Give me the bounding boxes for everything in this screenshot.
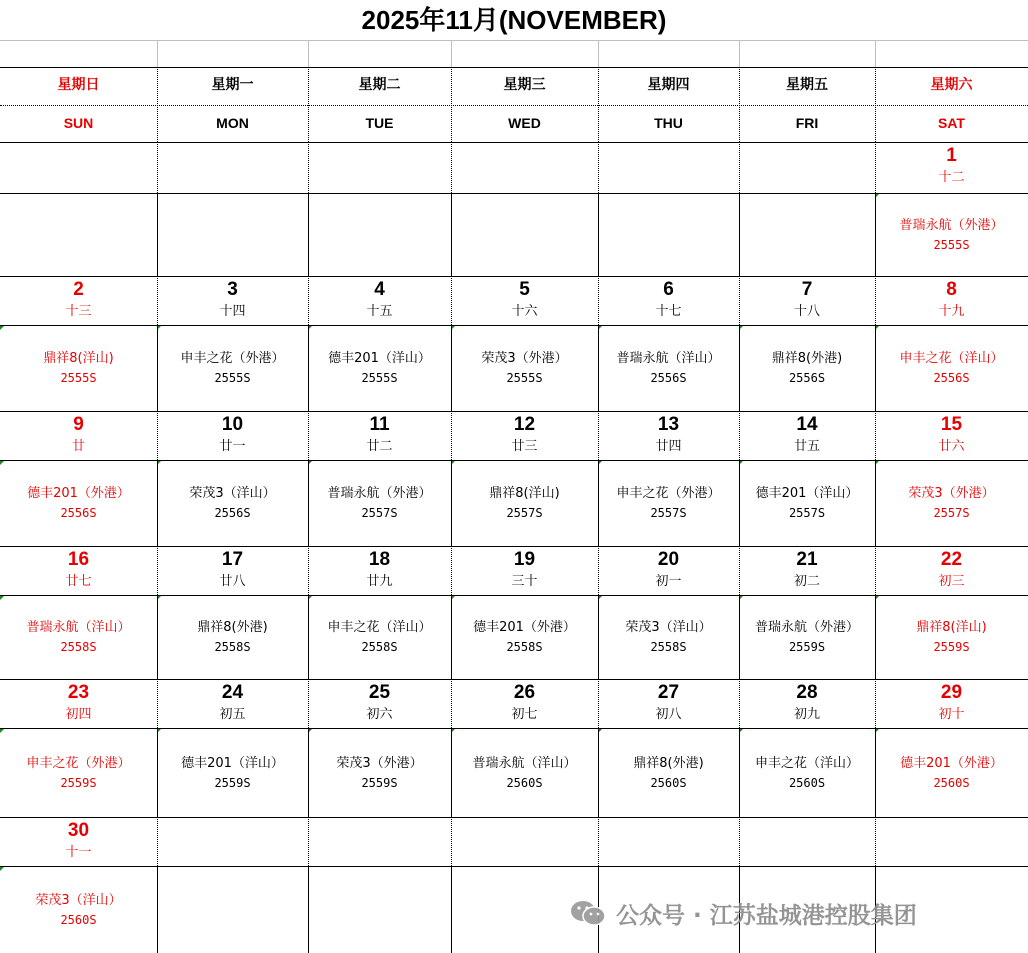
column-line <box>451 728 452 817</box>
day-number: 7 <box>801 279 813 300</box>
column-line <box>308 728 309 817</box>
ship-name: 荣茂3（外港） <box>908 486 995 501</box>
watermark <box>570 896 917 930</box>
column-line <box>598 460 599 546</box>
lunar-date: 廿一 <box>219 439 246 454</box>
schedule-cell <box>308 595 451 679</box>
schedule-cell <box>451 460 598 546</box>
schedule-cell <box>739 460 875 546</box>
day-cell <box>739 546 875 595</box>
voyage-number: 2557S <box>788 506 826 520</box>
ship-name: 荣茂3（洋山） <box>189 486 276 501</box>
day-cell <box>0 546 157 595</box>
voyage-number: 2560S <box>933 776 970 790</box>
day-cell <box>157 546 308 595</box>
column-line <box>308 679 309 728</box>
weekday-cn-header: 星期一 <box>211 77 254 93</box>
voyage-number: 2560S <box>788 776 826 790</box>
voyage-number: 2559S <box>933 640 970 654</box>
ship-name: 鼎祥8(外港) <box>771 351 843 366</box>
column-line <box>598 546 599 595</box>
ship-name: 德丰201（外港） <box>473 620 576 635</box>
lunar-date: 十七 <box>655 304 682 319</box>
schedule-cell <box>157 595 308 679</box>
ship-name: 德丰201（洋山） <box>328 351 431 366</box>
lunar-date: 廿四 <box>655 439 682 454</box>
column-line <box>308 40 309 67</box>
column-line <box>739 67 740 142</box>
column-line <box>157 817 158 866</box>
column-line <box>308 276 309 325</box>
day-cell <box>875 546 1028 595</box>
schedule-cell <box>739 728 875 817</box>
day-cell <box>598 276 739 325</box>
column-line <box>598 67 599 142</box>
day-number: 2 <box>73 279 84 300</box>
schedule-cell <box>739 595 875 679</box>
voyage-number: 2560S <box>60 913 97 927</box>
lunar-date: 十六 <box>511 304 538 319</box>
row-line <box>0 105 1028 106</box>
lunar-date: 十五 <box>366 304 393 319</box>
day-cell <box>598 546 739 595</box>
column-line <box>875 411 876 460</box>
column-line <box>875 67 876 142</box>
column-line <box>739 679 740 728</box>
day-number: 18 <box>368 549 391 570</box>
schedule-cell <box>157 325 308 411</box>
day-number: 28 <box>796 682 818 703</box>
day-number: 15 <box>940 414 963 435</box>
column-line <box>598 679 599 728</box>
column-line <box>451 595 452 679</box>
column-line <box>739 142 740 193</box>
column-line <box>598 193 599 276</box>
column-line <box>875 325 876 411</box>
column-line <box>739 595 740 679</box>
row-line <box>0 460 1028 461</box>
weekday-en-header: MON <box>216 115 249 131</box>
voyage-number: 2559S <box>361 776 398 790</box>
column-line <box>157 728 158 817</box>
day-cell <box>308 411 451 460</box>
column-line <box>157 40 158 67</box>
day-number: 12 <box>513 414 536 435</box>
weekday-cn-header: 星期五 <box>786 77 828 93</box>
day-number: 23 <box>67 682 90 703</box>
lunar-date: 初八 <box>655 707 682 722</box>
column-line <box>739 193 740 276</box>
lunar-date: 初四 <box>65 707 92 722</box>
lunar-date: 初六 <box>366 707 393 722</box>
column-line <box>308 325 309 411</box>
lunar-date: 初七 <box>511 707 538 722</box>
column-line <box>875 817 876 866</box>
day-number: 3 <box>227 279 238 300</box>
ship-name: 普瑞永航（洋山） <box>472 756 577 771</box>
row-line <box>0 40 1028 41</box>
column-line <box>157 67 158 142</box>
day-cell <box>875 276 1028 325</box>
day-cell <box>0 679 157 728</box>
lunar-date: 廿六 <box>938 439 965 454</box>
column-line <box>739 40 740 67</box>
weekday-en-header: SAT <box>938 115 965 131</box>
column-line <box>739 411 740 460</box>
day-cell <box>157 411 308 460</box>
voyage-number: 2558S <box>506 640 543 654</box>
lunar-date: 十八 <box>793 304 820 319</box>
column-line <box>157 460 158 546</box>
voyage-number: 2557S <box>361 506 398 520</box>
weekday-en-header: FRI <box>795 115 819 131</box>
ship-name: 荣茂3（外港） <box>481 351 568 366</box>
column-line <box>451 142 452 193</box>
voyage-number: 2556S <box>60 506 97 520</box>
lunar-date: 十一 <box>65 845 92 860</box>
lunar-date: 初九 <box>793 707 820 722</box>
voyage-number: 2556S <box>933 371 970 385</box>
column-line <box>157 595 158 679</box>
voyage-number: 2556S <box>214 506 251 520</box>
lunar-date: 廿二 <box>366 439 393 454</box>
day-number: 24 <box>221 682 244 703</box>
voyage-number: 2555S <box>361 371 398 385</box>
weekday-en-header: WED <box>508 115 541 131</box>
day-number: 4 <box>374 279 385 300</box>
voyage-number: 2555S <box>214 371 251 385</box>
day-number: 11 <box>369 414 390 435</box>
day-cell <box>875 411 1028 460</box>
ship-name: 申丰之花（洋山） <box>754 756 859 771</box>
watermark-text: 公众号 · 江苏盐城港控股集团 <box>616 902 917 929</box>
day-number: 21 <box>796 549 818 570</box>
schedule-cell <box>308 460 451 546</box>
column-line <box>451 193 452 276</box>
column-line <box>875 679 876 728</box>
day-cell <box>0 411 157 460</box>
calendar-title: 2025年11月(NOVEMBER) <box>361 5 667 35</box>
row-line <box>0 67 1028 68</box>
row-line <box>0 142 1028 143</box>
column-line <box>875 193 876 276</box>
lunar-date: 初十 <box>938 707 965 722</box>
schedule-cell <box>739 325 875 411</box>
row-line <box>0 546 1028 547</box>
schedule-cell <box>0 866 157 953</box>
column-line <box>598 325 599 411</box>
ship-name: 申丰之花（外港） <box>180 351 285 366</box>
day-cell <box>598 679 739 728</box>
weekday-cn-header: 星期三 <box>503 77 546 93</box>
voyage-number: 2558S <box>214 640 251 654</box>
column-line <box>598 728 599 817</box>
day-cell <box>0 817 157 866</box>
ship-name: 普瑞永航（洋山） <box>616 351 721 366</box>
schedule-cell <box>875 325 1028 411</box>
lunar-date: 廿 <box>71 439 85 454</box>
column-line <box>875 40 876 67</box>
schedule-cell <box>0 460 157 546</box>
day-cell <box>451 546 598 595</box>
lunar-date: 廿五 <box>793 439 820 454</box>
column-line <box>308 193 309 276</box>
column-line <box>739 276 740 325</box>
ship-name: 鼎祥8(洋山) <box>43 351 114 366</box>
lunar-date: 十三 <box>65 304 92 319</box>
lunar-date: 初一 <box>655 574 682 589</box>
lunar-date: 廿七 <box>65 574 92 589</box>
row-line <box>0 817 1028 818</box>
day-cell <box>875 679 1028 728</box>
schedule-cell <box>875 193 1028 276</box>
row-line <box>0 276 1028 277</box>
column-line <box>875 276 876 325</box>
column-line <box>451 460 452 546</box>
day-cell <box>0 276 157 325</box>
voyage-number: 2558S <box>650 640 687 654</box>
column-line <box>451 411 452 460</box>
ship-name: 荣茂3（洋山） <box>35 893 122 908</box>
column-line <box>739 546 740 595</box>
day-number: 6 <box>663 279 674 300</box>
schedule-cell <box>0 728 157 817</box>
schedule-cell <box>308 325 451 411</box>
schedule-cell <box>157 460 308 546</box>
day-number: 10 <box>221 414 244 435</box>
column-line <box>598 276 599 325</box>
column-line <box>451 67 452 142</box>
column-line <box>875 546 876 595</box>
schedule-cell <box>875 728 1028 817</box>
column-line <box>739 728 740 817</box>
lunar-date: 初二 <box>793 574 820 589</box>
day-number: 17 <box>221 549 244 570</box>
row-line <box>0 728 1028 729</box>
column-line <box>308 67 309 142</box>
column-line <box>157 142 158 193</box>
lunar-date: 三十 <box>511 574 538 589</box>
row-line <box>0 866 1028 867</box>
weekday-en-header: THU <box>654 115 683 131</box>
day-number: 16 <box>67 549 90 570</box>
column-line <box>598 142 599 193</box>
schedule-cell <box>875 595 1028 679</box>
ship-name: 普瑞永航（洋山） <box>26 620 131 635</box>
column-line <box>451 546 452 595</box>
column-line <box>157 866 158 953</box>
column-line <box>157 193 158 276</box>
voyage-number: 2557S <box>933 506 970 520</box>
column-line <box>739 817 740 866</box>
column-line <box>451 325 452 411</box>
voyage-number: 2555S <box>933 238 970 252</box>
column-line <box>739 325 740 411</box>
lunar-date: 十九 <box>938 304 965 319</box>
weekday-cn-header: 星期日 <box>57 77 100 93</box>
ship-name: 普瑞永航（外港） <box>327 486 432 501</box>
column-line <box>875 142 876 193</box>
voyage-number: 2560S <box>650 776 687 790</box>
schedule-cell <box>598 595 739 679</box>
day-cell <box>308 679 451 728</box>
ship-name: 申丰之花（外港） <box>26 756 131 771</box>
wechat-icon <box>570 899 606 927</box>
weekday-en-header: TUE <box>365 115 394 131</box>
column-line <box>157 276 158 325</box>
column-line <box>451 866 452 953</box>
column-line <box>875 460 876 546</box>
column-line <box>739 460 740 546</box>
day-number: 9 <box>73 414 84 435</box>
lunar-date: 廿九 <box>366 574 393 589</box>
day-number: 26 <box>513 682 536 703</box>
column-line <box>308 817 309 866</box>
ship-name: 德丰201（洋山） <box>181 756 284 771</box>
ship-name: 鼎祥8(洋山) <box>489 486 560 501</box>
lunar-date: 十四 <box>219 304 246 319</box>
schedule-cell <box>157 728 308 817</box>
voyage-number: 2559S <box>60 776 97 790</box>
schedule-cell <box>451 325 598 411</box>
lunar-date: 十二 <box>938 170 965 185</box>
row-line <box>0 679 1028 680</box>
ship-name: 鼎祥8(洋山) <box>916 620 987 635</box>
day-cell <box>308 276 451 325</box>
ship-name: 德丰201（外港） <box>27 486 130 501</box>
column-line <box>451 817 452 866</box>
day-number: 29 <box>940 682 963 703</box>
ship-name: 普瑞永航（外港） <box>754 620 859 635</box>
column-line <box>598 595 599 679</box>
day-number: 14 <box>796 414 818 435</box>
column-line <box>157 679 158 728</box>
voyage-number: 2560S <box>506 776 543 790</box>
column-line <box>157 325 158 411</box>
ship-name: 鼎祥8(外港) <box>197 620 268 635</box>
column-line <box>157 546 158 595</box>
voyage-number: 2557S <box>650 506 687 520</box>
column-line <box>451 40 452 67</box>
day-cell <box>451 276 598 325</box>
column-line <box>308 866 309 953</box>
ship-name: 德丰201（洋山） <box>755 486 859 501</box>
day-cell <box>875 142 1028 193</box>
voyage-number: 2556S <box>788 371 826 385</box>
day-cell <box>157 276 308 325</box>
ship-name: 荣茂3（外港） <box>336 756 423 771</box>
lunar-date: 初三 <box>938 574 965 589</box>
weekday-cn-header: 星期六 <box>930 77 973 93</box>
row-line <box>0 411 1028 412</box>
weekday-cn-header: 星期二 <box>358 77 401 93</box>
lunar-date: 廿三 <box>511 439 538 454</box>
day-number: 19 <box>513 549 536 570</box>
column-line <box>598 411 599 460</box>
ship-name: 德丰201（外港） <box>900 756 1003 771</box>
schedule-cell <box>598 325 739 411</box>
day-number: 1 <box>946 145 957 166</box>
row-line <box>0 325 1028 326</box>
column-line <box>451 276 452 325</box>
weekday-cn-header: 星期四 <box>647 77 690 93</box>
day-number: 8 <box>946 279 957 300</box>
schedule-cell <box>451 595 598 679</box>
column-line <box>308 460 309 546</box>
schedule-cell <box>875 460 1028 546</box>
day-cell <box>451 679 598 728</box>
column-line <box>308 142 309 193</box>
column-line <box>598 40 599 67</box>
column-line <box>157 411 158 460</box>
column-line <box>308 546 309 595</box>
weekday-en-header: SUN <box>63 115 94 131</box>
voyage-number: 2559S <box>788 640 826 654</box>
day-number: 13 <box>657 414 680 435</box>
day-cell <box>308 546 451 595</box>
lunar-date: 廿八 <box>219 574 246 589</box>
voyage-number: 2555S <box>506 371 543 385</box>
voyage-number: 2558S <box>361 640 398 654</box>
day-number: 25 <box>368 682 391 703</box>
ship-name: 申丰之花（洋山） <box>327 620 432 635</box>
voyage-number: 2557S <box>506 506 543 520</box>
schedule-cell <box>598 460 739 546</box>
day-cell <box>739 411 875 460</box>
schedule-cell <box>308 728 451 817</box>
day-cell <box>739 276 875 325</box>
voyage-number: 2555S <box>60 371 97 385</box>
day-number: 30 <box>67 820 90 841</box>
row-line <box>0 595 1028 596</box>
voyage-number: 2558S <box>60 640 97 654</box>
schedule-cell <box>451 728 598 817</box>
ship-name: 申丰之花（外港） <box>616 486 721 501</box>
day-cell <box>598 411 739 460</box>
column-line <box>598 817 599 866</box>
day-number: 5 <box>519 279 530 300</box>
ship-name: 鼎祥8(外港) <box>633 756 704 771</box>
column-line <box>875 728 876 817</box>
ship-name: 荣茂3（洋山） <box>625 620 712 635</box>
voyage-number: 2559S <box>214 776 251 790</box>
day-number: 27 <box>657 682 680 703</box>
column-line <box>451 679 452 728</box>
schedule-cell <box>598 728 739 817</box>
ship-name: 普瑞永航（外港） <box>899 218 1004 233</box>
voyage-number: 2556S <box>650 371 687 385</box>
day-cell <box>739 679 875 728</box>
day-number: 20 <box>657 549 680 570</box>
lunar-date: 初五 <box>219 707 246 722</box>
day-cell <box>157 679 308 728</box>
day-cell <box>451 411 598 460</box>
schedule-cell <box>0 325 157 411</box>
column-line <box>308 595 309 679</box>
schedule-cell <box>0 595 157 679</box>
column-line <box>308 411 309 460</box>
ship-name: 申丰之花（洋山） <box>899 351 1004 366</box>
row-line <box>0 193 1028 194</box>
column-line <box>875 595 876 679</box>
day-number: 22 <box>940 549 963 570</box>
